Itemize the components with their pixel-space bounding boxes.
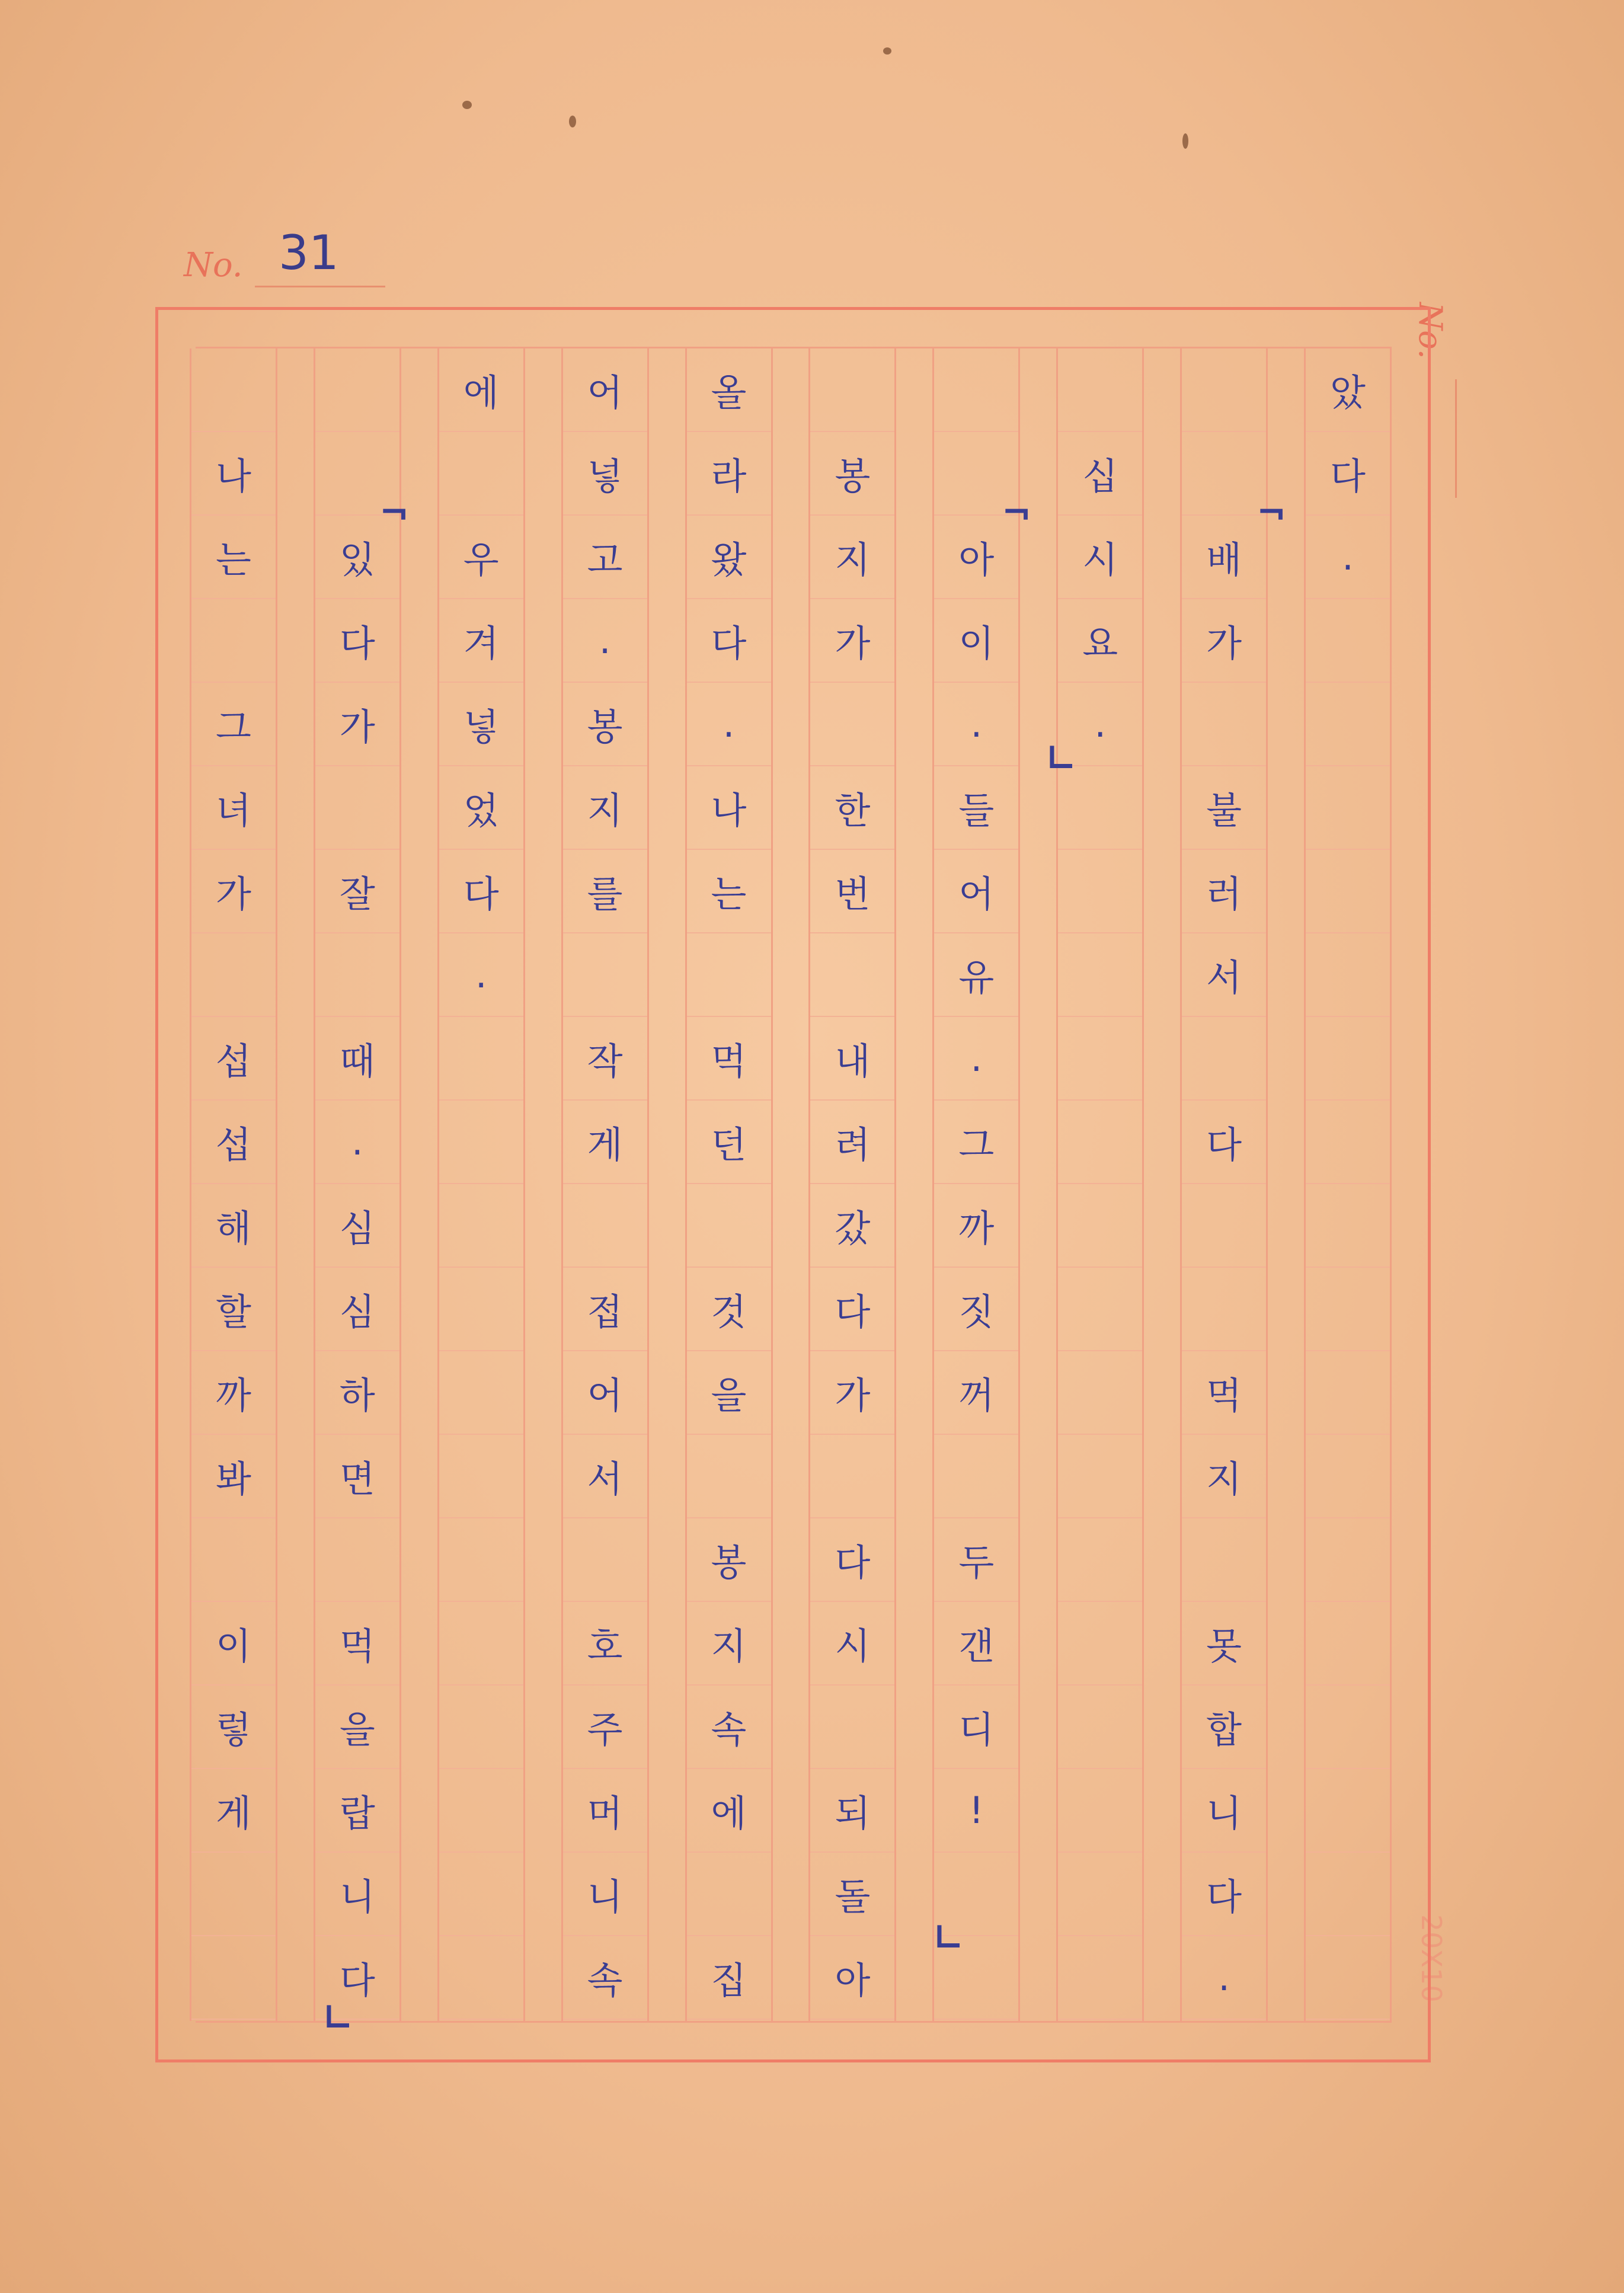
- manuscript-cell: 먹: [315, 1602, 399, 1686]
- manuscript-cell: [439, 1853, 523, 1936]
- manuscript-cell: 때: [315, 1017, 399, 1101]
- manuscript-cell: [439, 1268, 523, 1351]
- manuscript-cell: .: [563, 599, 647, 683]
- no-label: No.: [184, 246, 243, 284]
- manuscript-cell: [1058, 1351, 1142, 1435]
- manuscript-cell: [1182, 1184, 1266, 1268]
- manuscript-cell: 을: [315, 1686, 399, 1769]
- manuscript-cell: [191, 348, 276, 432]
- manuscript-cell: [810, 1435, 894, 1518]
- manuscript-cell: [1182, 348, 1266, 432]
- open-quote-mark: ¬: [379, 492, 410, 533]
- manuscript-cell: 먹: [687, 1017, 771, 1101]
- manuscript-column: [1180, 348, 1268, 2021]
- paper-speck: [883, 47, 891, 55]
- manuscript-cell: 갠: [934, 1602, 1018, 1686]
- manuscript-cell: 나: [191, 432, 276, 516]
- manuscript-cell: 왔: [687, 516, 771, 599]
- manuscript-cell: 것: [687, 1268, 771, 1351]
- manuscript-cell: 다: [315, 1936, 399, 2020]
- manuscript-cell: 십: [1058, 432, 1142, 516]
- manuscript-cell: .: [934, 683, 1018, 766]
- manuscript-cell: [1306, 766, 1390, 850]
- manuscript-cell: [1058, 1518, 1142, 1602]
- manuscript-column: [561, 348, 649, 2021]
- open-quote-mark: ¬: [1002, 492, 1032, 533]
- manuscript-cell: [439, 1936, 523, 2020]
- manuscript-cell: [1306, 1435, 1390, 1518]
- manuscript-cell: 내: [810, 1017, 894, 1101]
- manuscript-cell: 있: [315, 516, 399, 599]
- page-number: 31: [279, 225, 339, 280]
- manuscript-cell: [1306, 599, 1390, 683]
- manuscript-cell: 심: [315, 1268, 399, 1351]
- manuscript-cell: 되: [810, 1769, 894, 1853]
- manuscript-cell: 두: [934, 1518, 1018, 1602]
- manuscript-cell: [1058, 1017, 1142, 1101]
- manuscript-cell: 집: [687, 1936, 771, 2020]
- manuscript-cell: [315, 766, 399, 850]
- manuscript-column: [932, 348, 1020, 2021]
- manuscript-cell: 지: [810, 516, 894, 599]
- close-quote-mark: ∟: [934, 1917, 964, 1959]
- manuscript-cell: 다: [1182, 1853, 1266, 1936]
- manuscript-cell: 니: [563, 1853, 647, 1936]
- manuscript-cell: 어: [563, 1351, 647, 1435]
- manuscript-cell: [1306, 1518, 1390, 1602]
- close-quote-mark: ∟: [1046, 738, 1076, 779]
- manuscript-cell: 먹: [1182, 1351, 1266, 1435]
- manuscript-cell: 나: [687, 766, 771, 850]
- manuscript-cell: [1058, 1435, 1142, 1518]
- manuscript-cell: 할: [191, 1268, 276, 1351]
- manuscript-cell: [1058, 348, 1142, 432]
- manuscript-cell: 봉: [687, 1518, 771, 1602]
- manuscript-cell: [687, 1853, 771, 1936]
- manuscript-cell: [1306, 683, 1390, 766]
- manuscript-column: [1056, 348, 1144, 2021]
- manuscript-cell: 았: [1306, 348, 1390, 432]
- manuscript-cell: [563, 933, 647, 1017]
- manuscript-cell: 니: [315, 1853, 399, 1936]
- manuscript-cell: 속: [563, 1936, 647, 2020]
- manuscript-cell: [315, 1518, 399, 1602]
- manuscript-cell: [1306, 1853, 1390, 1936]
- manuscript-cell: 못: [1182, 1602, 1266, 1686]
- manuscript-cell: 게: [191, 1769, 276, 1853]
- manuscript-column: [685, 348, 773, 2021]
- manuscript-cell: 다: [1182, 1101, 1266, 1184]
- manuscript-cell: 에: [439, 348, 523, 432]
- manuscript-cell: 다: [1306, 432, 1390, 516]
- manuscript-cell: [1306, 1686, 1390, 1769]
- open-quote-mark: ¬: [1257, 492, 1287, 533]
- manuscript-cell: 는: [687, 850, 771, 933]
- no-underline: [255, 286, 385, 287]
- paper-speck: [462, 101, 472, 109]
- manuscript-cell: [1058, 1853, 1142, 1936]
- manuscript-cell: [1182, 432, 1266, 516]
- manuscript-cell: 속: [687, 1686, 771, 1769]
- manuscript-cell: 던: [687, 1101, 771, 1184]
- manuscript-cell: 번: [810, 850, 894, 933]
- manuscript-cell: [810, 1686, 894, 1769]
- manuscript-cell: .: [1058, 683, 1142, 766]
- manuscript-cell: 합: [1182, 1686, 1266, 1769]
- manuscript-cell: [810, 933, 894, 1017]
- manuscript-cell: [1306, 1351, 1390, 1435]
- manuscript-cell: [315, 348, 399, 432]
- manuscript-cell: [439, 1769, 523, 1853]
- manuscript-cell: 려: [810, 1101, 894, 1184]
- manuscript-cell: .: [1306, 516, 1390, 599]
- manuscript-cell: 니: [1182, 1769, 1266, 1853]
- manuscript-cell: 이: [191, 1602, 276, 1686]
- manuscript-cell: 들: [934, 766, 1018, 850]
- manuscript-cell: 돌: [810, 1853, 894, 1936]
- manuscript-cell: [439, 1351, 523, 1435]
- manuscript-cell: 렇: [191, 1686, 276, 1769]
- manuscript-cell: 는: [191, 516, 276, 599]
- manuscript-cell: [1306, 1769, 1390, 1853]
- manuscript-cell: [1182, 1518, 1266, 1602]
- manuscript-column: [1304, 348, 1392, 2021]
- manuscript-cell: [1306, 1017, 1390, 1101]
- manuscript-cell: 가: [315, 683, 399, 766]
- manuscript-cell: [810, 683, 894, 766]
- manuscript-cell: 짓: [934, 1268, 1018, 1351]
- manuscript-cell: 넣: [563, 432, 647, 516]
- manuscript-cell: [563, 1518, 647, 1602]
- manuscript-cell: [191, 1518, 276, 1602]
- manuscript-cell: 이: [934, 599, 1018, 683]
- manuscript-cell: 우: [439, 516, 523, 599]
- manuscript-cell: 다: [687, 599, 771, 683]
- manuscript-cell: 아: [934, 516, 1018, 599]
- manuscript-cell: [1058, 1769, 1142, 1853]
- manuscript-cell: 유: [934, 933, 1018, 1017]
- manuscript-cell: 지: [1182, 1435, 1266, 1518]
- manuscript-cell: [1306, 1184, 1390, 1268]
- manuscript-cell: 잘: [315, 850, 399, 933]
- manuscript-cell: 그: [191, 683, 276, 766]
- manuscript-cell: 다: [810, 1268, 894, 1351]
- manuscript-cell: 가: [1182, 599, 1266, 683]
- paper-speck: [1182, 133, 1188, 149]
- manuscript-cell: [1058, 1101, 1142, 1184]
- side-code: 20X10: [1415, 1914, 1447, 2003]
- manuscript-cell: 섭: [191, 1101, 276, 1184]
- manuscript-cell: 지: [563, 766, 647, 850]
- manuscript-cell: 불: [1182, 766, 1266, 850]
- manuscript-cell: 겨: [439, 599, 523, 683]
- right-no-underline: [1455, 379, 1457, 498]
- manuscript-cell: [687, 1184, 771, 1268]
- manuscript-cell: 한: [810, 766, 894, 850]
- manuscript-cell: 가: [191, 850, 276, 933]
- manuscript-cell: [563, 1184, 647, 1268]
- manuscript-cell: 갔: [810, 1184, 894, 1268]
- manuscript-cell: 그: [934, 1101, 1018, 1184]
- manuscript-column: [808, 348, 896, 2021]
- manuscript-cell: [315, 933, 399, 1017]
- manuscript-cell: [1058, 1686, 1142, 1769]
- manuscript-cell: [687, 933, 771, 1017]
- manuscript-cell: [439, 1101, 523, 1184]
- manuscript-cell: [1182, 683, 1266, 766]
- manuscript-cell: [1306, 1101, 1390, 1184]
- manuscript-cell: 었: [439, 766, 523, 850]
- manuscript-cell: [1058, 1602, 1142, 1686]
- manuscript-cell: [810, 348, 894, 432]
- manuscript-cell: [439, 1435, 523, 1518]
- manuscript-cell: 서: [1182, 933, 1266, 1017]
- manuscript-cell: 봉: [810, 432, 894, 516]
- manuscript-cell: 라: [687, 432, 771, 516]
- manuscript-cell: 해: [191, 1184, 276, 1268]
- manuscript-cell: [439, 1518, 523, 1602]
- manuscript-cell: 다: [315, 599, 399, 683]
- manuscript-cell: [439, 1602, 523, 1686]
- manuscript-cell: 가: [810, 1351, 894, 1435]
- manuscript-cell: 접: [563, 1268, 647, 1351]
- manuscript-cell: 시: [810, 1602, 894, 1686]
- manuscript-cell: [191, 599, 276, 683]
- manuscript-cell: 올: [687, 348, 771, 432]
- manuscript-cell: 다: [810, 1518, 894, 1602]
- manuscript-cell: [1306, 1268, 1390, 1351]
- manuscript-cell: 봐: [191, 1435, 276, 1518]
- manuscript-cell: 어: [934, 850, 1018, 933]
- manuscript-cell: [1306, 1602, 1390, 1686]
- manuscript-cell: 랍: [315, 1769, 399, 1853]
- manuscript-cell: [1306, 850, 1390, 933]
- manuscript-cell: .: [687, 683, 771, 766]
- manuscript-cell: 을: [687, 1351, 771, 1435]
- manuscript-cell: 어: [563, 348, 647, 432]
- manuscript-grid: [196, 347, 1392, 2023]
- manuscript-cell: [439, 1017, 523, 1101]
- manuscript-cell: 심: [315, 1184, 399, 1268]
- manuscript-cell: 면: [315, 1435, 399, 1518]
- manuscript-cell: 머: [563, 1769, 647, 1853]
- manuscript-cell: 꺼: [934, 1351, 1018, 1435]
- manuscript-cell: 요: [1058, 599, 1142, 683]
- manuscript-cell: 러: [1182, 850, 1266, 933]
- right-no-label: No.: [1412, 302, 1449, 359]
- manuscript-cell: 하: [315, 1351, 399, 1435]
- manuscript-column: [314, 348, 401, 2021]
- manuscript-cell: 다: [439, 850, 523, 933]
- manuscript-cell: [1306, 933, 1390, 1017]
- manuscript-cell: 시: [1058, 516, 1142, 599]
- manuscript-cell: [934, 348, 1018, 432]
- manuscript-cell: .: [439, 933, 523, 1017]
- manuscript-cell: [1182, 1017, 1266, 1101]
- manuscript-cell: .: [315, 1101, 399, 1184]
- manuscript-cell: [191, 1853, 276, 1936]
- manuscript-cell: 지: [687, 1602, 771, 1686]
- manuscript-cell: [934, 1435, 1018, 1518]
- manuscript-cell: [687, 1435, 771, 1518]
- manuscript-cell: 게: [563, 1101, 647, 1184]
- manuscript-cell: 를: [563, 850, 647, 933]
- manuscript-column: [437, 348, 525, 2021]
- manuscript-cell: 아: [810, 1936, 894, 2020]
- manuscript-cell: 호: [563, 1602, 647, 1686]
- manuscript-cell: 작: [563, 1017, 647, 1101]
- manuscript-cell: [1182, 1268, 1266, 1351]
- manuscript-cell: 가: [810, 599, 894, 683]
- manuscript-cell: 녀: [191, 766, 276, 850]
- manuscript-cell: [439, 1184, 523, 1268]
- manuscript-cell: [191, 933, 276, 1017]
- manuscript-cell: 봉: [563, 683, 647, 766]
- manuscript-cell: 고: [563, 516, 647, 599]
- manuscript-cell: 까: [934, 1184, 1018, 1268]
- manuscript-cell: 디: [934, 1686, 1018, 1769]
- manuscript-cell: [439, 1686, 523, 1769]
- manuscript-cell: .: [1182, 1936, 1266, 2020]
- manuscript-cell: [1058, 1184, 1142, 1268]
- manuscript-cell: 넣: [439, 683, 523, 766]
- manuscript-cell: [1058, 1936, 1142, 2020]
- manuscript-cell: .: [934, 1017, 1018, 1101]
- manuscript-cell: [1306, 1936, 1390, 2020]
- manuscript-cell: 주: [563, 1686, 647, 1769]
- manuscript-cell: [1058, 1268, 1142, 1351]
- manuscript-cell: 섭: [191, 1017, 276, 1101]
- manuscript-cell: [439, 432, 523, 516]
- manuscript-cell: 배: [1182, 516, 1266, 599]
- manuscript-cell: [191, 1936, 276, 2020]
- manuscript-column: [190, 348, 277, 2021]
- manuscript-cell: 까: [191, 1351, 276, 1435]
- manuscript-cell: 에: [687, 1769, 771, 1853]
- paper-speck: [569, 116, 576, 127]
- manuscript-cell: !: [934, 1769, 1018, 1853]
- manuscript-cell: 서: [563, 1435, 647, 1518]
- manuscript-cell: [1058, 933, 1142, 1017]
- close-quote-mark: ∟: [323, 1997, 353, 2039]
- manuscript-cell: [1058, 850, 1142, 933]
